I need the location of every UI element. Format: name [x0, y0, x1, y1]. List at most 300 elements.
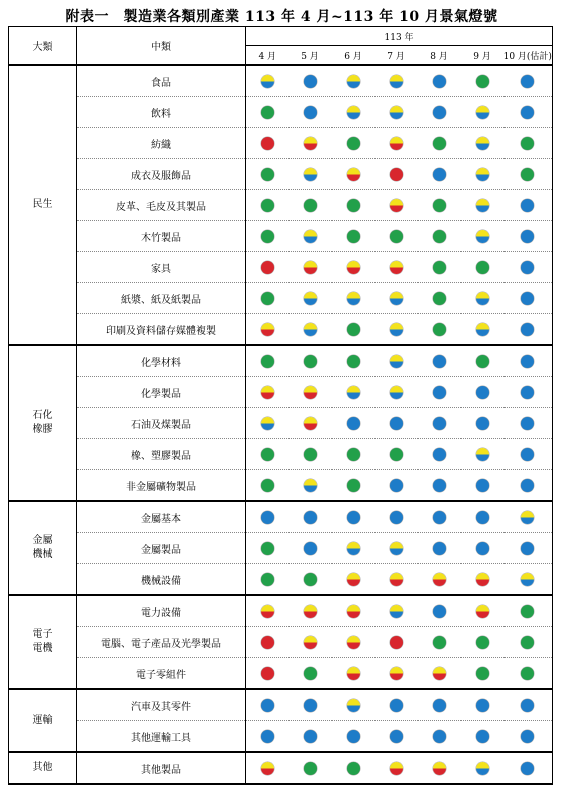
signal-cell [246, 501, 289, 533]
signal-cell [418, 721, 461, 753]
signal-light-icon [390, 323, 403, 336]
table-row [9, 533, 553, 564]
signal-cell [504, 752, 553, 784]
table-row [9, 283, 553, 314]
subcategory-label: 化學製品 [77, 377, 246, 408]
page-title: 附表一 製造業各類別產業 113 年 4 月~113 年 10 月景氣燈號 [65, 9, 498, 25]
signal-light-icon [433, 636, 446, 649]
signal-light-icon [521, 261, 534, 274]
signal-cell [504, 190, 553, 221]
signal-cell [332, 439, 375, 470]
signal-cell [375, 752, 418, 784]
signal-cell [289, 252, 332, 283]
signal-light-icon [304, 355, 317, 368]
signal-light-icon [304, 199, 317, 212]
signal-cell [461, 627, 504, 658]
signal-cell [418, 345, 461, 377]
signal-light-icon [521, 605, 534, 618]
signal-light-icon [304, 417, 317, 430]
signal-cell [375, 658, 418, 690]
signal-cell [289, 128, 332, 159]
signal-cell [332, 408, 375, 439]
signal-light-icon [261, 699, 274, 712]
signal-light-icon [261, 667, 274, 680]
table-row [9, 314, 553, 346]
subcategory-label: 成衣及服飾品 [77, 159, 246, 190]
signal-cell [418, 658, 461, 690]
signal-light-icon [304, 636, 317, 649]
signal-light-icon [261, 355, 274, 368]
signal-cell [504, 128, 553, 159]
signal-light-icon [347, 762, 360, 775]
signal-light-icon [476, 292, 489, 305]
subcategory-label: 石油及煤製品 [77, 408, 246, 439]
signal-light-icon [304, 168, 317, 181]
signal-cell [461, 658, 504, 690]
signal-light-icon [521, 542, 534, 555]
signal-light-icon [433, 323, 446, 336]
subcategory-label: 皮革、毛皮及其製品 [77, 190, 246, 221]
signal-light-icon [433, 261, 446, 274]
signal-cell [246, 595, 289, 627]
signal-cell [375, 345, 418, 377]
signal-light-icon [433, 699, 446, 712]
signal-cell [504, 283, 553, 314]
month-header: 4 月 [246, 46, 289, 66]
signal-light-icon [261, 75, 274, 88]
signal-cell [332, 221, 375, 252]
subcategory-label: 化學材料 [77, 345, 246, 377]
signal-light-icon [261, 261, 274, 274]
signal-cell [418, 439, 461, 470]
signal-cell [289, 190, 332, 221]
signal-cell [375, 533, 418, 564]
signal-light-icon [347, 355, 360, 368]
subcategory-label: 非金屬礦物製品 [77, 470, 246, 502]
signal-cell [461, 533, 504, 564]
month-header: 8 月 [418, 46, 461, 66]
signal-cell [375, 314, 418, 346]
signal-light-icon [390, 730, 403, 743]
signal-cell [332, 752, 375, 784]
signal-cell [246, 159, 289, 190]
signal-light-icon [304, 75, 317, 88]
signal-cell [289, 283, 332, 314]
signal-cell [246, 345, 289, 377]
signal-light-icon [476, 417, 489, 430]
signal-light-icon [521, 699, 534, 712]
signal-light-icon [304, 479, 317, 492]
signal-light-icon [433, 199, 446, 212]
signal-light-icon [433, 479, 446, 492]
signal-light-icon [433, 511, 446, 524]
table-row [9, 128, 553, 159]
signal-cell [289, 689, 332, 721]
signal-cell [289, 564, 332, 596]
signal-cell [246, 190, 289, 221]
signal-cell [375, 221, 418, 252]
signal-cell [418, 65, 461, 97]
signal-cell [504, 97, 553, 128]
signal-light-icon [521, 762, 534, 775]
signal-cell [504, 533, 553, 564]
signal-cell [504, 377, 553, 408]
signal-light-icon [433, 417, 446, 430]
signal-cell [461, 345, 504, 377]
header-subcategory: 中類 [77, 27, 246, 66]
signal-light-icon [476, 573, 489, 586]
signal-light-icon [433, 75, 446, 88]
table-row [9, 252, 553, 283]
signal-cell [418, 377, 461, 408]
signal-light-icon [347, 230, 360, 243]
signal-light-icon [261, 542, 274, 555]
signal-cell [289, 65, 332, 97]
signal-light-icon [433, 667, 446, 680]
signal-light-icon [476, 168, 489, 181]
signal-light-icon [304, 511, 317, 524]
signal-light-icon [390, 199, 403, 212]
signal-light-icon [476, 699, 489, 712]
signal-cell [332, 627, 375, 658]
signal-light-icon [390, 605, 403, 618]
signal-light-icon [521, 479, 534, 492]
signal-cell [504, 252, 553, 283]
signal-cell [246, 689, 289, 721]
signal-cell [418, 221, 461, 252]
signal-cell [504, 439, 553, 470]
signal-cell [375, 721, 418, 753]
signal-light-icon [521, 137, 534, 150]
signal-light-icon [304, 448, 317, 461]
signal-cell [418, 533, 461, 564]
signal-light-icon [261, 636, 274, 649]
signal-light-icon [433, 292, 446, 305]
signal-cell [375, 190, 418, 221]
signal-light-icon [521, 75, 534, 88]
subcategory-label: 電子零組件 [77, 658, 246, 690]
table-row [9, 564, 553, 596]
signal-cell [246, 97, 289, 128]
signal-light-icon [476, 230, 489, 243]
signal-light-icon [476, 355, 489, 368]
month-header: 9 月 [461, 46, 504, 66]
subcategory-label: 金屬製品 [77, 533, 246, 564]
signal-cell [461, 689, 504, 721]
signal-cell [332, 128, 375, 159]
signal-light-icon [476, 667, 489, 680]
signal-cell [461, 97, 504, 128]
signal-light-icon [476, 75, 489, 88]
subcategory-label: 食品 [77, 65, 246, 97]
signal-cell [332, 721, 375, 753]
signal-light-icon [390, 636, 403, 649]
signal-cell [461, 408, 504, 439]
signal-light-icon [476, 199, 489, 212]
signal-light-icon [390, 573, 403, 586]
signal-cell [332, 564, 375, 596]
signal-light-icon [304, 573, 317, 586]
signal-light-icon [390, 261, 403, 274]
signal-light-icon [521, 292, 534, 305]
signal-cell [418, 252, 461, 283]
signal-cell [375, 65, 418, 97]
signal-cell [375, 564, 418, 596]
signal-cell [246, 627, 289, 658]
signal-light-icon [261, 137, 274, 150]
signal-cell [418, 190, 461, 221]
signal-light-icon [261, 730, 274, 743]
signal-light-icon [304, 386, 317, 399]
header-year: 113 年 [246, 27, 553, 46]
signal-light-icon [433, 542, 446, 555]
signal-light-icon [347, 667, 360, 680]
signal-cell [289, 658, 332, 690]
signal-cell [375, 159, 418, 190]
signal-light-icon [304, 106, 317, 119]
header-category: 大類 [9, 27, 77, 66]
signal-cell [504, 65, 553, 97]
signal-light-icon [476, 730, 489, 743]
table-row [9, 658, 553, 690]
subcategory-label: 電力設備 [77, 595, 246, 627]
table-row [9, 595, 553, 627]
signal-light-icon [347, 730, 360, 743]
signal-light-icon [521, 168, 534, 181]
signal-cell [246, 283, 289, 314]
signal-cell [332, 314, 375, 346]
group-label: 運輸 [9, 689, 77, 752]
month-header: 6 月 [332, 46, 375, 66]
signal-light-icon [476, 386, 489, 399]
signal-cell [289, 377, 332, 408]
signal-cell [332, 501, 375, 533]
signal-cell [418, 627, 461, 658]
signal-light-icon [347, 199, 360, 212]
signal-light-icon [347, 261, 360, 274]
signal-light-icon [390, 137, 403, 150]
signal-light-icon [476, 137, 489, 150]
table-row [9, 689, 553, 721]
signal-light-icon [433, 168, 446, 181]
signal-cell [504, 564, 553, 596]
signal-light-icon [433, 448, 446, 461]
signal-cell [418, 314, 461, 346]
subcategory-label: 印刷及資料儲存媒體複製 [77, 314, 246, 346]
signal-cell [461, 377, 504, 408]
signal-light-icon [390, 699, 403, 712]
signal-light-icon [261, 168, 274, 181]
signal-cell [461, 564, 504, 596]
signal-cell [246, 65, 289, 97]
signal-cell [504, 314, 553, 346]
signal-cell [246, 658, 289, 690]
signal-cell [418, 128, 461, 159]
signal-light-icon [347, 511, 360, 524]
table-row [9, 470, 553, 502]
subcategory-label: 紡織 [77, 128, 246, 159]
signal-cell [246, 377, 289, 408]
signal-light-icon [476, 636, 489, 649]
subcategory-label: 紙漿、紙及紙製品 [77, 283, 246, 314]
signal-light-icon [521, 106, 534, 119]
signal-cell [332, 377, 375, 408]
subcategory-label: 家具 [77, 252, 246, 283]
signal-cell [332, 658, 375, 690]
signal-light-icon [347, 448, 360, 461]
group-label: 電子 電機 [9, 595, 77, 689]
signal-cell [246, 470, 289, 502]
signal-cell [375, 97, 418, 128]
signal-light-icon [304, 261, 317, 274]
signal-cell [289, 533, 332, 564]
table-row [9, 377, 553, 408]
signal-cell [246, 533, 289, 564]
signal-cell [246, 221, 289, 252]
signal-cell [504, 658, 553, 690]
signal-cell [332, 190, 375, 221]
signal-light-icon [390, 762, 403, 775]
signal-cell [332, 533, 375, 564]
signal-light-icon [347, 573, 360, 586]
group-label: 民生 [9, 65, 77, 345]
signal-cell [289, 159, 332, 190]
signal-light-icon [390, 292, 403, 305]
signal-light-icon [433, 386, 446, 399]
signal-light-icon [347, 168, 360, 181]
signal-cell [461, 595, 504, 627]
signal-light-icon [261, 417, 274, 430]
signal-cell [504, 221, 553, 252]
signal-cell [332, 65, 375, 97]
signal-light-icon [347, 636, 360, 649]
signal-cell [246, 752, 289, 784]
signal-light-icon [476, 762, 489, 775]
signal-light-icon [433, 605, 446, 618]
signal-light-icon [521, 417, 534, 430]
signal-light-icon [390, 667, 403, 680]
signal-light-icon [390, 355, 403, 368]
signal-light-icon [304, 667, 317, 680]
signal-cell [504, 501, 553, 533]
month-header: 5 月 [289, 46, 332, 66]
signal-light-icon [521, 511, 534, 524]
table-row [9, 501, 553, 533]
signal-cell [332, 595, 375, 627]
subcategory-label: 飲料 [77, 97, 246, 128]
table-row [9, 65, 553, 97]
signal-cell [246, 439, 289, 470]
signal-cell [289, 439, 332, 470]
signal-cell [418, 752, 461, 784]
signal-cell [418, 689, 461, 721]
signal-cell [289, 721, 332, 753]
signal-cell [418, 595, 461, 627]
signal-cell [289, 408, 332, 439]
signal-light-icon [347, 292, 360, 305]
signal-cell [418, 159, 461, 190]
signal-cell [504, 627, 553, 658]
signal-cell [332, 252, 375, 283]
subcategory-label: 其他製品 [77, 752, 246, 784]
signal-cell [375, 128, 418, 159]
table-row [9, 221, 553, 252]
signal-light-icon [521, 199, 534, 212]
signal-cell [289, 470, 332, 502]
signal-cell [246, 128, 289, 159]
signal-light-icon [390, 417, 403, 430]
signal-cell [418, 408, 461, 439]
signal-light-icon [261, 479, 274, 492]
signal-cell [375, 595, 418, 627]
signal-cell [332, 97, 375, 128]
signal-light-icon [347, 605, 360, 618]
signal-light-icon [433, 355, 446, 368]
signal-light-icon [347, 106, 360, 119]
signal-cell [246, 721, 289, 753]
signal-cell [375, 689, 418, 721]
signal-light-icon [521, 667, 534, 680]
signal-light-icon [476, 479, 489, 492]
signal-light-icon [304, 323, 317, 336]
signal-light-icon [304, 292, 317, 305]
signal-cell [375, 283, 418, 314]
signal-light-icon [390, 479, 403, 492]
signal-light-icon [390, 448, 403, 461]
signal-cell [418, 470, 461, 502]
signal-cell [504, 345, 553, 377]
subcategory-label: 木竹製品 [77, 221, 246, 252]
signal-light-icon [390, 168, 403, 181]
table-row [9, 752, 553, 784]
signal-light-icon [433, 106, 446, 119]
signal-cell [418, 97, 461, 128]
month-header: 10 月(估計) [504, 46, 553, 66]
signal-cell [289, 501, 332, 533]
signal-cell [461, 221, 504, 252]
signal-light-icon [261, 605, 274, 618]
subcategory-label: 汽車及其零件 [77, 689, 246, 721]
signal-light-icon [390, 386, 403, 399]
table-row [9, 408, 553, 439]
signal-cell [504, 689, 553, 721]
signal-cell [504, 159, 553, 190]
group-label: 其他 [9, 752, 77, 784]
signal-light-icon [261, 106, 274, 119]
signal-light-icon [304, 230, 317, 243]
signal-cell [375, 252, 418, 283]
signal-cell [246, 408, 289, 439]
signal-light-icon [347, 417, 360, 430]
signal-light-icon [521, 448, 534, 461]
signal-cell [289, 627, 332, 658]
signal-light-icon [304, 542, 317, 555]
signal-light-icon [521, 636, 534, 649]
signal-light-icon [390, 106, 403, 119]
signal-light-icon [261, 386, 274, 399]
signal-cell [418, 283, 461, 314]
signal-cell [332, 689, 375, 721]
signal-light-icon [347, 699, 360, 712]
signal-light-icon [347, 137, 360, 150]
signal-cell [504, 470, 553, 502]
signal-light-icon [304, 137, 317, 150]
signal-light-icon [261, 292, 274, 305]
signal-light-icon [433, 137, 446, 150]
table-row [9, 159, 553, 190]
signal-cell [289, 314, 332, 346]
signal-cell [461, 159, 504, 190]
